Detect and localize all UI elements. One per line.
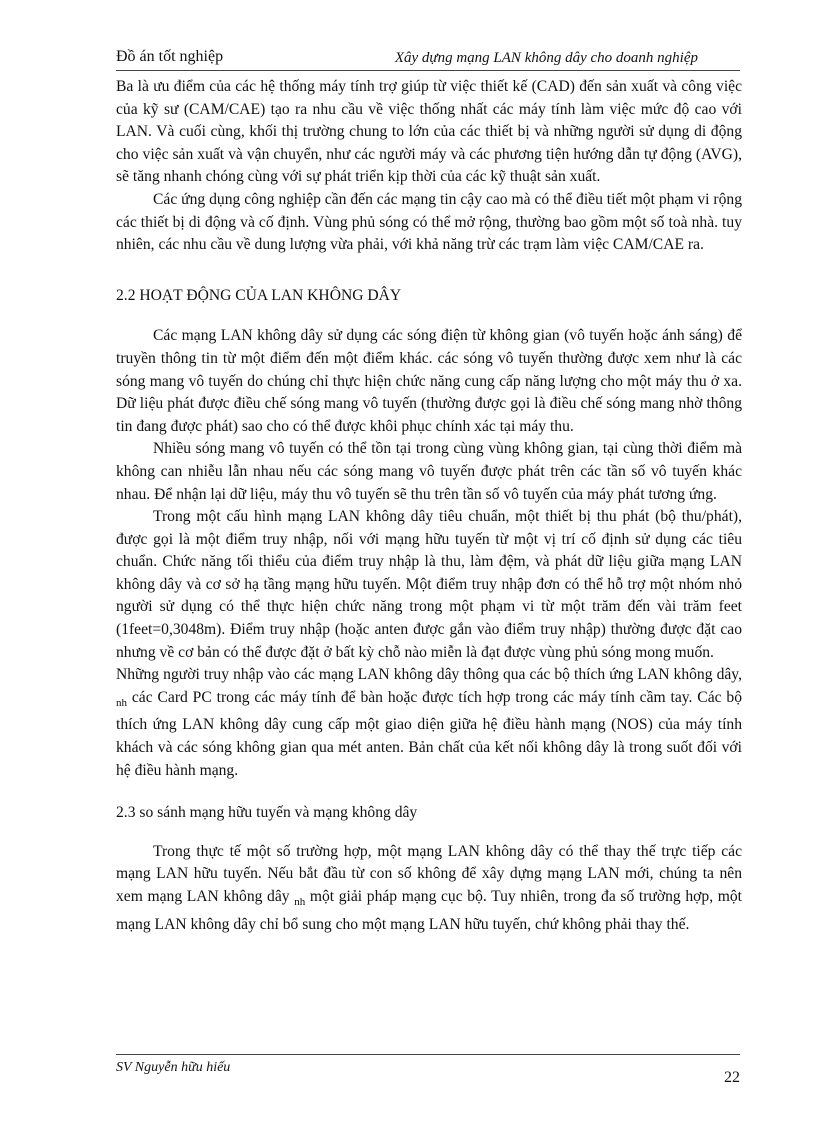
page-footer [116, 1054, 740, 1086]
paragraph: Ba là ưu điểm của các hệ thống máy tính trợ giúp từ việc thiết kế (CAD) đến sản xuất và công việc của kỹ sư (CAM/CAE) tạo ra nhu cầu về việc thống nhất các máy tính làm việc mức độ cao với LAN. Và cuối cùng, khối thị trường chung to lớn của các thiết bị và những người sử dụng di động cho việc sản xuất và vận chuyển, như các người máy và các phương tiện hướng dẫn tự động (AVG), sẽ tăng nhanh chóng cùng với sự phát triển kịp thời của các kỹ thuật sản xuất. [116, 78, 742, 186]
paragraph: Nhiều sóng mang vô tuyến có thể tồn tại trong cùng vùng không gian, tại cùng thời điểm mà không can nhiễu lẫn nhau nếu các sóng mang vô tuyến được phát trên các tần số vô tuyến khác nhau. Để nhận lại dữ liệu, máy thu vô tuyến sẽ thu trên tần số vô tuyến của máy phát tương ứng. [116, 440, 742, 503]
paragraph-text: một giải pháp mạng cục bộ. Tuy nhiên, trong đa số trường hợp, một mạng LAN không dây chỉ bổ sung cho một mạng LAN hữu tuyến, chứ không phải thay thế. [116, 888, 742, 933]
header-title: Đồ án tốt nghiệp [116, 48, 224, 65]
paragraph-text: các Card PC trong các máy tính để bàn hoặc được tích hợp trong các máy tính cầm tay. Các bộ thích ứng LAN không dây cung cấp một giao diện giữa hệ điều hành mạng (NOS) của máy tính khách và các sóng không gian qua mét anten. Bản chất của kết nối không dây là trong suốt đối với hệ điều hành mạng. [116, 688, 742, 779]
document-body [116, 76, 742, 936]
footer-author: SV Nguyễn hữu hiếu [116, 1060, 231, 1075]
section-heading: 2.2 HOẠT ĐỘNG CỦA LAN KHÔNG DÂY [116, 286, 402, 304]
subscript-text: nh [116, 696, 127, 709]
page-header [116, 44, 740, 71]
header-subtitle: Xây dựng mạng LAN không dây cho doanh nghiệp [394, 50, 698, 66]
paragraph-text: Những người truy nhập vào các mạng LAN không dây thông qua các bộ thích ứng LAN không dây, [116, 666, 742, 684]
paragraph-text: Trong thực tế một số trường hợp, một mạng LAN không dây có thể thay thế trực tiếp các mạng LAN hữu tuyến. Nếu bắt đầu từ con số không để xây dựng mạng LAN mới, chúng ta nên xem mạng LAN không dây [116, 842, 742, 905]
section-heading: 2.3 so sánh mạng hữu tuyến và mạng không dây [116, 804, 418, 822]
page-number: 22 [724, 1069, 740, 1086]
paragraph: Các ứng dụng công nghiệp cần đến các mạng tin cậy cao mà có thể điều tiết một phạm vi rộng các thiết bị di động và cố định. Vùng phủ sóng có thể mở rộng, thường bao gồm một số toà nhà. tuy nhiên, các nhu cầu về dung lượng vừa phải, với khả năng trừ các trạm làm việc CAM/CAE ra. [116, 190, 742, 254]
paragraph [116, 664, 742, 782]
subscript-text: nh [294, 896, 306, 908]
paragraph: Các mạng LAN không dây sử dụng các sóng điện từ không gian (vô tuyến hoặc ánh sáng) để truyền thông tin từ một điểm đến một điểm khác. các sóng vô tuyến thường được xem như là các sóng mang vô tuyến do chúng chỉ thực hiện chức năng cung cấp năng lượng cho một máy thu ở xa. Dữ liệu phát được điều chế sóng mang vô tuyến (thường được gọi là điều chế sóng mang nhờ thông tin đang được phát) sao cho có thể được khôi phục chính xác tại máy thu. [116, 327, 742, 435]
paragraph [116, 841, 742, 936]
paragraph: Trong một cấu hình mạng LAN không dây tiêu chuẩn, một thiết bị thu phát (bộ thu/phát), được gọi là một điểm truy nhập, nối với mạng hữu tuyến từ một vị trí cố định sử dụng các tiêu chuẩn. Chức năng tối thiểu của điểm truy nhập là thu, làm đệm, và phát dữ liệu giữa mạng LAN không dây và cơ sở hạ tầng mạng hữu tuyến. Một điểm truy nhập đơn có thể hỗ trợ một nhóm nhỏ người sử dụng có thể thực hiện chức năng trong một phạm vi từ một trăm đến vài trăm feet (1feet=0,3048m). Điểm truy nhập (hoặc anten được gắn vào điểm truy nhập) thường được đặt cao nhưng về cơ bản có thể được đặt ở bất kỳ chỗ nào miễn là đạt được vùng phủ sóng mong muốn. [116, 508, 742, 661]
